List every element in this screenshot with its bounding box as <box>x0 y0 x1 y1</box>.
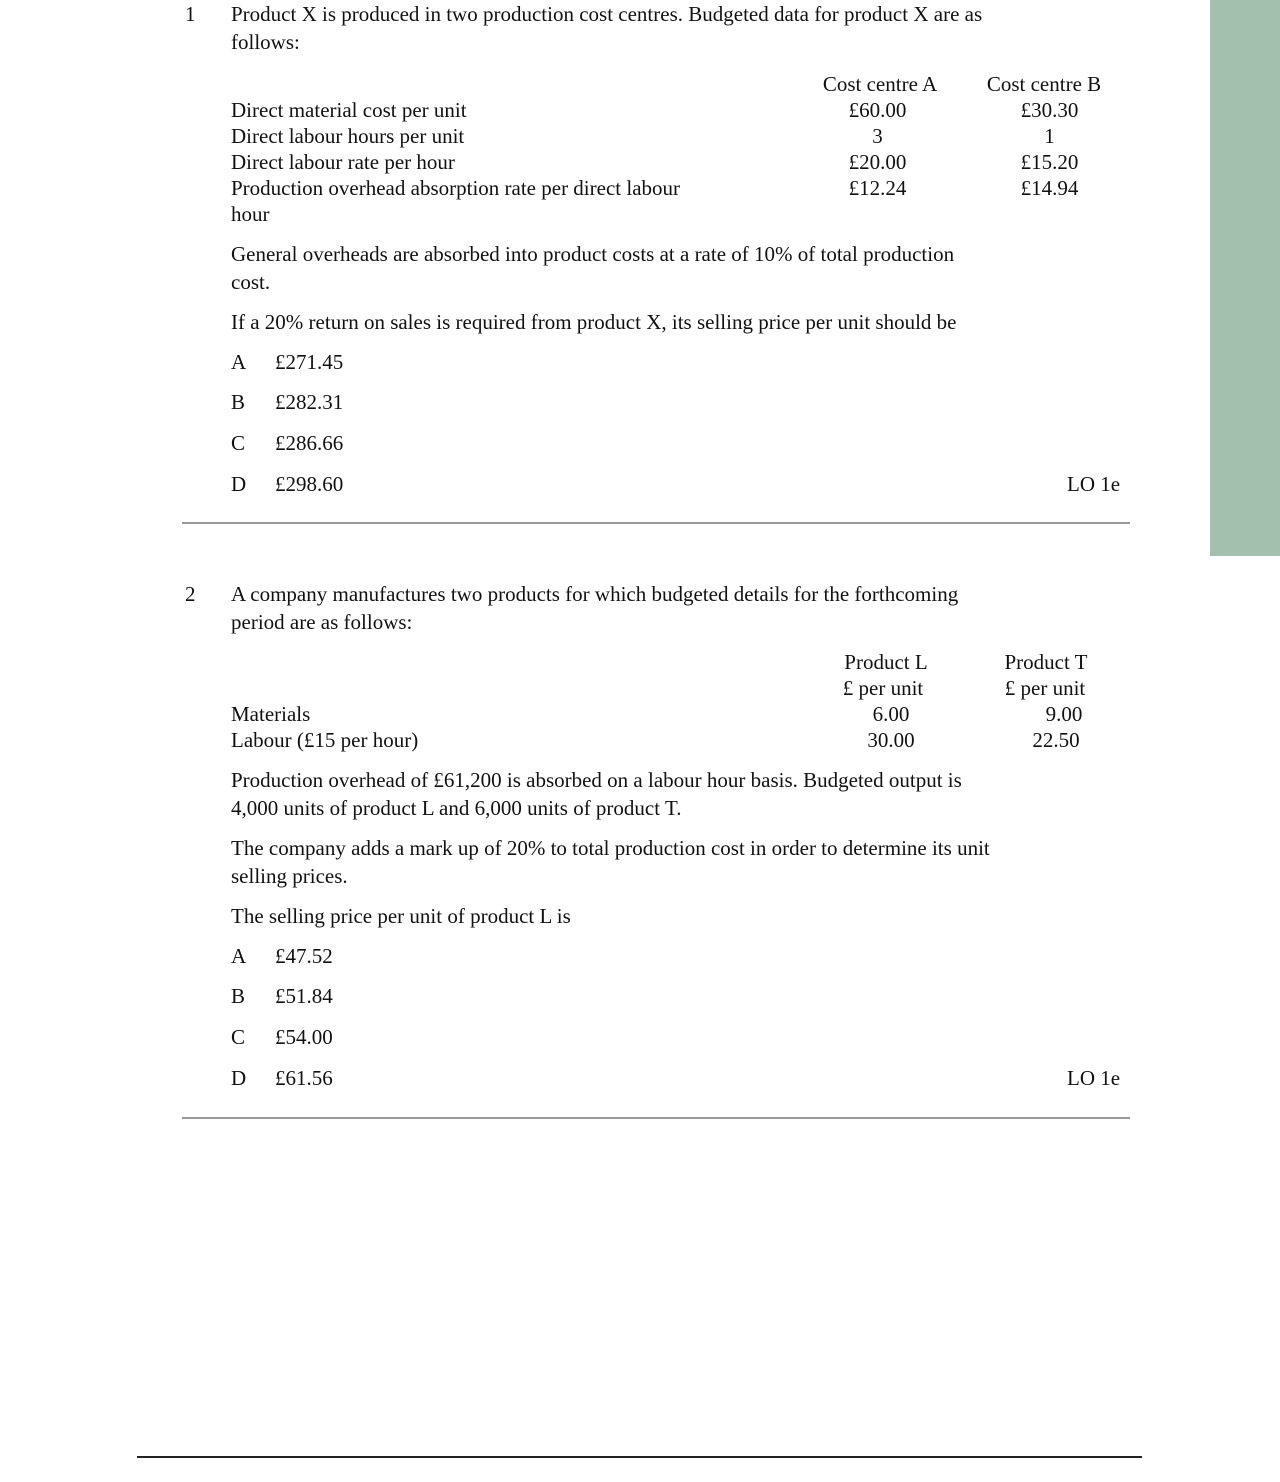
table-row-label: Production overhead absorption rate per direct labour <box>231 176 681 200</box>
table-cell: 1 <box>1044 124 1055 148</box>
table-cell: £12.24 <box>848 176 907 200</box>
question-stem: The selling price per unit of product L is <box>231 904 571 928</box>
table-row-label: Direct labour rate per hour <box>231 150 455 174</box>
paragraph-line: selling prices. <box>231 864 348 888</box>
option-letter: D <box>231 1066 247 1090</box>
question-divider <box>182 522 1130 524</box>
paragraph-line: Production overhead of £61,200 is absorbed on a labour hour basis. Budgeted output is <box>231 768 962 792</box>
learning-outcome-tag: LO 1e <box>1067 472 1121 496</box>
table-row-label-continued: hour <box>231 202 270 226</box>
option-letter: B <box>231 984 246 1008</box>
question-intro-line: period are as follows: <box>231 610 413 634</box>
table-cell: 22.50 <box>1032 728 1080 752</box>
option-value: £286.66 <box>275 431 344 455</box>
question-number: 2 <box>185 582 196 606</box>
learning-outcome-tag: LO 1e <box>1067 1066 1121 1090</box>
table-cell: £30.30 <box>1020 98 1079 122</box>
option-value: £51.84 <box>275 984 333 1008</box>
question-intro-line: A company manufactures two products for which budgeted details for the forthcoming <box>231 582 959 606</box>
column-header-cost-centre-b: Cost centre B <box>986 72 1102 96</box>
table-cell: 30.00 <box>867 728 915 752</box>
table-cell: 6.00 <box>872 702 910 726</box>
table-cell: £15.20 <box>1020 150 1079 174</box>
option-letter: C <box>231 431 246 455</box>
question-stem: If a 20% return on sales is required from product X, its selling price per unit should be <box>231 310 957 334</box>
table-cell: £20.00 <box>848 150 907 174</box>
column-header-product-t: Product T <box>1004 650 1088 674</box>
column-unit-product-t: £ per unit <box>1004 676 1086 700</box>
paragraph-line: General overheads are absorbed into product costs at a rate of 10% of total production <box>231 242 955 266</box>
option-value: £61.56 <box>275 1066 333 1090</box>
option-letter: C <box>231 1025 246 1049</box>
paragraph-line: 4,000 units of product L and 6,000 units of product T. <box>231 796 682 820</box>
option-letter: B <box>231 390 246 414</box>
table-row-label: Direct labour hours per unit <box>231 124 465 148</box>
option-value: £54.00 <box>275 1025 333 1049</box>
question-divider <box>182 1117 1130 1119</box>
table-row-label: Materials <box>231 702 311 726</box>
page-footer-rule <box>137 1456 1142 1458</box>
option-letter: A <box>231 350 247 374</box>
option-value: £47.52 <box>275 944 333 968</box>
option-value: £282.31 <box>275 390 344 414</box>
column-header-cost-centre-a: Cost centre A <box>822 72 938 96</box>
table-row-label: Labour (£15 per hour) <box>231 728 419 752</box>
question-intro-line: follows: <box>231 30 300 54</box>
table-cell: £60.00 <box>848 98 907 122</box>
paragraph-line: The company adds a mark up of 20% to total production cost in order to determine its unit <box>231 836 990 860</box>
table-cell: £14.94 <box>1020 176 1079 200</box>
option-value: £298.60 <box>275 472 344 496</box>
paragraph-line: cost. <box>231 270 271 294</box>
side-tab-bar <box>1210 0 1280 556</box>
table-cell: 3 <box>872 124 883 148</box>
table-cell: 9.00 <box>1045 702 1083 726</box>
question-number: 1 <box>185 2 196 26</box>
option-letter: A <box>231 944 247 968</box>
question-intro-line: Product X is produced in two production cost centres. Budgeted data for product X are as <box>231 2 983 26</box>
column-header-product-l: Product L <box>844 650 928 674</box>
column-unit-product-l: £ per unit <box>842 676 924 700</box>
table-row-label: Direct material cost per unit <box>231 98 467 122</box>
option-letter: D <box>231 472 247 496</box>
option-value: £271.45 <box>275 350 344 374</box>
